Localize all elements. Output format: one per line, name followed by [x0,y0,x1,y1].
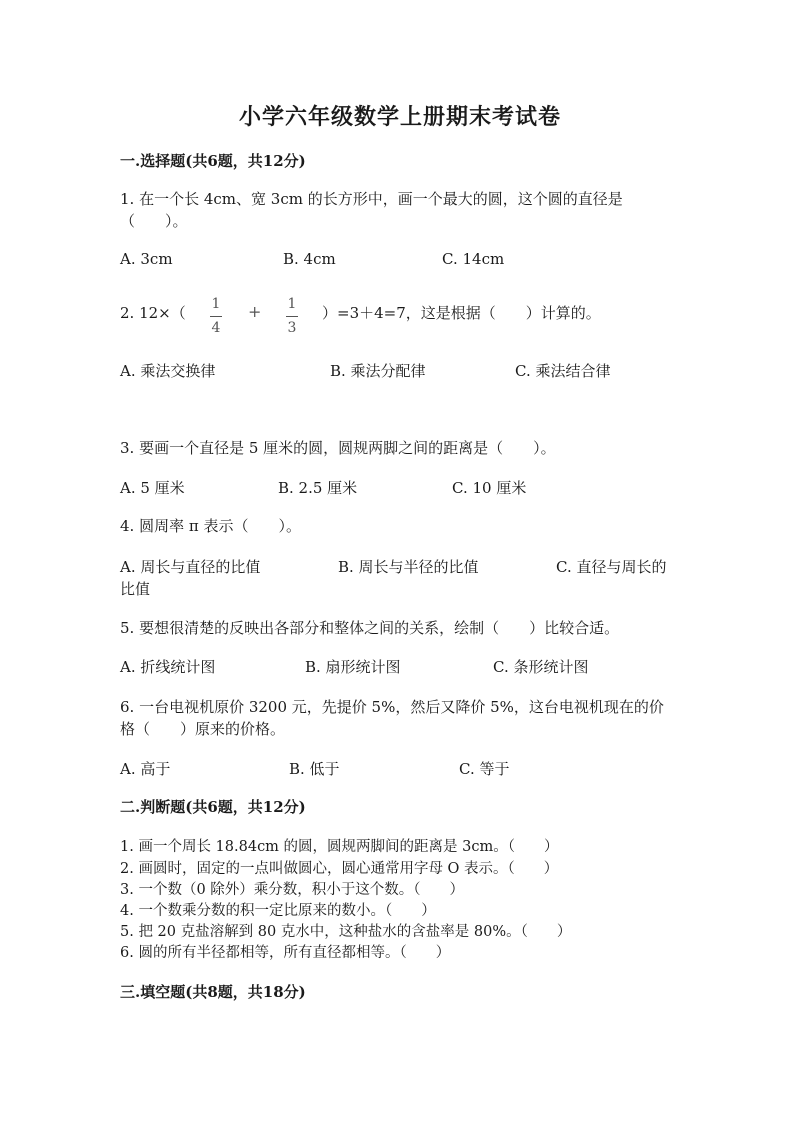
section-heading-fill-blank: 三.填空题(共8题，共18分) [120,983,306,1001]
question-1-line1: 1. 在一个长 4cm、宽 3cm 的长方形中，画一个最大的圆，这个圆的直径是 [120,190,623,208]
q2-option-b: B. 乘法分配律 [330,362,426,380]
question-1-line2: （ ）。 [120,212,188,230]
q5-option-c: C. 条形统计图 [493,658,589,676]
q1-option-b: B. 4cm [283,250,336,268]
section-heading-judgment: 二.判断题(共6题，共12分) [120,798,306,816]
q4-option-a: A. 周长与直径的比值 [120,558,261,576]
question-5: 5. 要想很清楚的反映出各部分和整体之间的关系，绘制（ ）比较合适。 [120,619,620,637]
q5-option-b: B. 扇形统计图 [305,658,401,676]
q6-option-c: C. 等于 [459,760,510,778]
q4-option-c-wrap: 比值 [120,580,151,598]
question-6-line2: 格（ ）原来的价格。 [120,720,286,738]
fraction-bar [210,316,222,317]
judgment-item-2: 2. 画圆时，固定的一点叫做圆心，圆心通常用字母 O 表示。（ ） [120,861,559,877]
fraction-numerator: 1 [211,296,221,312]
question-2-suffix: ）=3＋4=7，这是根据（ ）计算的。 [322,304,601,322]
fraction-denominator: 4 [211,320,221,336]
q6-option-b: B. 低于 [289,760,340,778]
q4-option-b: B. 周长与半径的比值 [338,558,479,576]
judgment-item-4: 4. 一个数乘分数的积一定比原来的数小。（ ） [120,903,436,919]
fraction-bar [286,316,298,317]
section-heading-choice: 一.选择题(共6题，共12分) [120,152,306,170]
q6-option-a: A. 高于 [120,760,171,778]
judgment-item-1: 1. 画一个周长 18.84cm 的圆，圆规两脚间的距离是 3cm。（ ） [120,839,559,855]
fraction-one-third [282,296,302,336]
q1-option-c: C. 14cm [442,250,505,268]
fraction-one-quarter [206,296,226,336]
q3-option-a: A. 5 厘米 [120,479,185,497]
question-4: 4. 圆周率 π 表示（ ）。 [120,517,301,535]
q3-option-b: B. 2.5 厘米 [278,479,358,497]
q1-option-a: A. 3cm [120,250,173,268]
judgment-item-3: 3. 一个数（0 除外）乘分数，积小于这个数。（ ） [120,882,465,898]
q2-option-a: A. 乘法交换律 [120,362,216,380]
plus-sign: + [248,302,262,321]
fraction-denominator: 3 [287,320,297,336]
judgment-item-6: 6. 圆的所有半径都相等，所有直径都相等。（ ） [120,945,451,961]
q3-option-c: C. 10 厘米 [452,479,527,497]
question-6-line1: 6. 一台电视机原价 3200 元，先提价 5%，然后又降价 5%，这台电视机现在的价 [120,698,664,716]
page-title: 小学六年级数学上册期末考试卷 [238,104,561,130]
question-3: 3. 要画一个直径是 5 厘米的圆，圆规两脚之间的距离是（ ）。 [120,439,556,457]
fraction-numerator: 1 [287,296,297,312]
q4-option-c: C. 直径与周长的 [556,558,667,576]
q5-option-a: A. 折线统计图 [120,658,216,676]
judgment-item-5: 5. 把 20 克盐溶解到 80 克水中，这种盐水的含盐率是 80%。（ ） [120,924,572,940]
q2-option-c: C. 乘法结合律 [515,362,611,380]
question-2-prefix: 2. 12×（ [120,304,186,322]
